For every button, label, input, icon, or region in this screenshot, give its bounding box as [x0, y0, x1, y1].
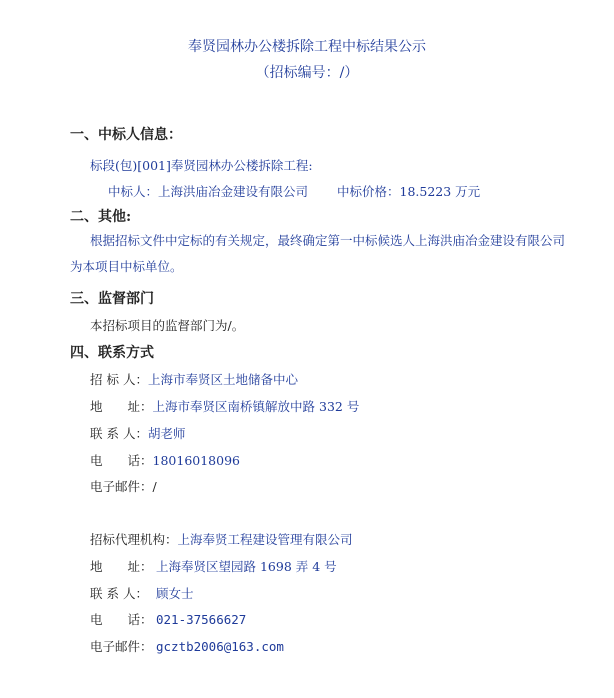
agency-phone-label: 电 话： [90, 612, 153, 627]
winner-line [108, 182, 308, 200]
agency-contact-value: 顾女士 [156, 586, 194, 601]
tenderer-address-value: 上海市奉贤区南桥镇解放中路 332 号 [152, 399, 360, 414]
tenderer-address-row [90, 397, 359, 415]
tenderer-phone-row [90, 451, 240, 469]
tenderer-name-value: 上海市奉贤区土地储备中心 [147, 372, 298, 387]
tenderer-contact-label: 联 系 人： [90, 426, 148, 441]
agency-contact-label: 联 系 人： [90, 586, 148, 601]
tenderer-contact-row [90, 424, 185, 442]
agency-contact-row [90, 584, 194, 602]
price-value: 18.5223 万元 [399, 184, 481, 199]
tenderer-phone-label: 电 话： [90, 453, 153, 468]
agency-name-label: 招标代理机构： [90, 532, 178, 547]
tenderer-phone-value: 18016018096 [152, 453, 240, 468]
page-title: 奉贤园林办公楼拆除工程中标结果公示 [188, 39, 426, 55]
tenderer-contact-value: 胡老师 [147, 426, 186, 441]
tenderer-name-label: 招 标 人： [90, 372, 148, 387]
bid-number: （招标编号：/） [255, 65, 359, 81]
price-label: 中标价格： [337, 184, 400, 199]
tenderer-address-label: 地 址： [90, 399, 153, 414]
tenderer-email-row [90, 477, 157, 495]
winner-label: 中标人： [108, 184, 159, 199]
agency-name-value: 上海奉贤工程建设管理有限公司 [177, 532, 353, 547]
price-line [337, 182, 480, 200]
section-heading-other: 二、其他: [70, 209, 132, 225]
agency-phone-row [90, 610, 246, 628]
supervision-text: 本招标项目的监督部门为/。 [90, 318, 245, 333]
tenderer-email-value: / [152, 479, 157, 494]
section-heading-winner: 一、中标人信息： [70, 127, 182, 143]
lot-line: 标段(包)[001]奉贤园林办公楼拆除工程: [90, 158, 313, 173]
section-heading-contact: 四、联系方式 [70, 345, 154, 361]
tenderer-email-label: 电子邮件： [90, 479, 153, 494]
agency-email-label: 电子邮件： [90, 639, 153, 654]
section-heading-supervision: 三、监督部门 [70, 291, 154, 307]
agency-phone-value: 021-37566627 [156, 612, 247, 627]
tenderer-name-row [90, 370, 298, 388]
agency-address-value: 上海奉贤区望园路 1698 弄 4 号 [156, 559, 337, 574]
agency-address-row [90, 557, 337, 575]
agency-address-label: 地 址： [90, 559, 153, 574]
other-paragraph: 根据招标文件中定标的有关规定，最终确定第一中标候选人上海洪庙冶金建设有限公司为本项目中标单位。 [70, 233, 566, 274]
agency-email-row [90, 637, 284, 655]
agency-email-value[interactable]: gcztb2006@163.com [156, 639, 284, 654]
agency-name-row [90, 530, 353, 548]
winner-value: 上海洪庙冶金建设有限公司 [158, 184, 309, 199]
